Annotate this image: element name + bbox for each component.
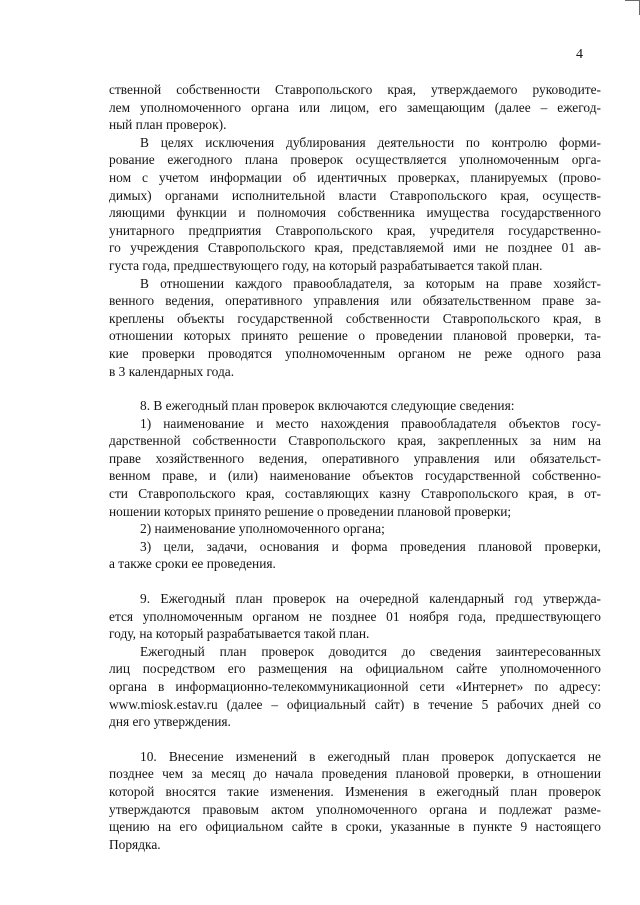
text-line: Порядка. [109,836,161,852]
text-line: праве хозяйственного ведения, оперативного управления или обязательст- [109,450,601,466]
paragraph-continuation [109,81,601,134]
text-line: а также сроки ее проведения. [109,556,276,572]
text-line: венном праве, и (или) наименование объектов государственной собственно- [109,468,601,484]
text-line: 1) наименование и место нахождения правообладателя объектов госу- [140,415,601,431]
text-line: ственной собственности Ставропольского края, утверждаемого руководите- [109,82,601,97]
text-line: го учреждения Ставропольского края, представляемой ими не позднее 01 ав- [109,240,601,256]
section-10 [109,748,601,854]
text-line: утверждаются правовым актом уполномоченного органа и подлежат разме- [109,801,601,817]
text-line: ный план проверок). [109,117,227,133]
text-line: ном с учетом информации об идентичных проверках, планируемых (прово- [109,169,601,185]
text-line: позднее чем за месяц до начала проведения плановой проверки, в отношении [109,766,601,782]
text-line: ется уполномоченным органом не позднее 01 ноября года, предшествующего [109,608,601,624]
text-line: димых) органами исполнительной власти Ставропольского края, осуществ- [109,187,601,203]
text-line: щению на его официальном сайте в сроки, указанные в пункте 9 настоящего [109,819,601,835]
text-line: сти Ставропольского края, составляющих казну Ставропольского края, в от- [109,486,601,502]
text-line: Ежегодный план проверок доводится до сведения заинтересованных [140,643,601,659]
text-line: которой вносятся такие изменения. Изменения в ежегодный план проверок [109,783,601,799]
text-line: густа года, предшествующего году, на который разрабатывается такой план. [109,257,543,273]
text-line: органа в информационно-телекоммуникационной сети «Интернет» по адресу: [109,679,601,694]
text-line: в 3 календарных года. [109,363,235,379]
text-line: ношении которых принято решение о проведении плановой проверки; [109,503,512,519]
text-line: венного ведения, оперативного управления или обязательственном праве за- [109,293,601,309]
text-line: 3) цели, задачи, основания и форма проведения плановой проверки, [140,538,601,554]
text-line: www.miosk.estav.ru (далее – официальный сайт) в течение 5 рабочих дней со [109,696,601,712]
section-heading: 8. В ежегодный план проверок включаются следующие сведения: [140,398,515,414]
text-line: отношении которых принято решение о проведении плановой проверки, та- [109,328,601,344]
text-line: унитарного предприятия Ставропольского края, учредителя государственно- [109,222,601,238]
list-item [109,520,601,538]
paragraph-duplication-exclusion [109,134,601,275]
text-line: кие проверки проводятся уполномоченным органом не реже одного раза [109,345,601,361]
text-line: В отношении каждого правообладателя, за которым на праве хозяйст- [140,275,601,291]
section-9 [109,590,601,731]
paragraph-rightholder-frequency [109,275,601,381]
list-item [109,538,601,573]
page-number: 4 [576,47,583,62]
page-corner-mark [625,0,640,15]
section-8 [109,397,601,573]
list-item [109,415,601,521]
text-line: дня его утверждения. [109,714,231,730]
paragraph-plan-publication [109,643,601,731]
text-line: году, на который разрабатывается такой план. [109,626,370,642]
text-line: креплены объекты государственной собственности Ставропольского края, в [109,310,601,326]
text-line: 2) наименование уполномоченного органа; [140,521,385,537]
text-line: В целях исключения дублирования деятельности по контролю форми- [140,134,601,150]
text-line: 9. Ежегодный план проверок на очередной календарный год утвержда- [140,591,601,607]
text-line: рование ежегодного плана проверок осуществляется уполномоченным орга- [109,152,601,168]
text-line: 10. Внесение изменений в ежегодный план проверок допускается не [140,748,601,764]
text-line: дарственной собственности Ставропольского края, закрепленных за ним на [109,433,601,449]
document-body [109,81,601,853]
text-line: ляющими функции и полномочия собственника имущества государственного [109,205,601,221]
text-line: лем уполномоченного органа или лицом, его замещающим (далее – ежегод- [109,99,601,115]
text-line: лиц посредством его размещения на официальном сайте уполномоченного [109,661,601,677]
